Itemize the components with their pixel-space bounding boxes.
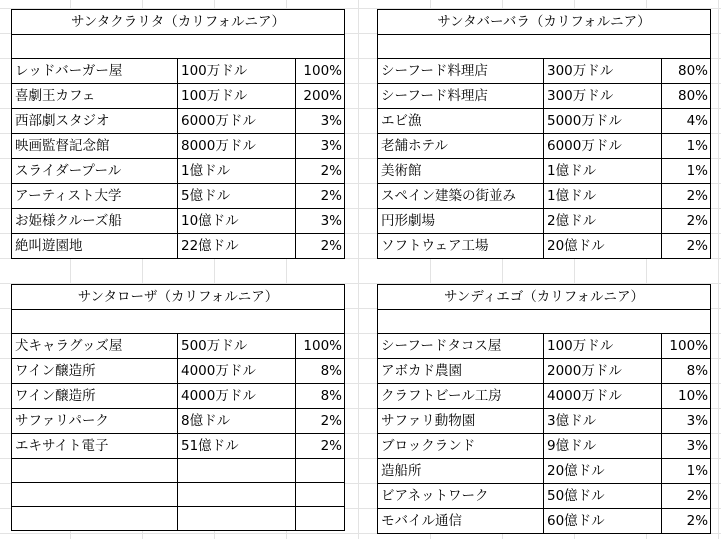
cell-cost[interactable]: 8億ドル <box>178 409 296 434</box>
table-row <box>12 334 345 359</box>
cell-business[interactable]: ワイン醸造所 <box>12 384 178 409</box>
cell-business[interactable]: モバイル通信 <box>378 509 544 534</box>
table-row <box>378 109 711 134</box>
cell-business[interactable]: ソフトウェア工場 <box>378 234 544 259</box>
cell-rate[interactable]: 1% <box>662 459 711 484</box>
cell-rate[interactable]: 2% <box>296 234 345 259</box>
cell-business[interactable]: 円形劇場 <box>378 209 544 234</box>
table-row <box>378 359 711 384</box>
cell-business[interactable]: シーフードタコス屋 <box>378 334 544 359</box>
cell-cost[interactable]: 5000万ドル <box>544 109 662 134</box>
cell-rate[interactable]: 4% <box>662 109 711 134</box>
table-row <box>378 409 711 434</box>
table-row <box>12 59 345 84</box>
table-title-row <box>378 10 711 35</box>
table-row <box>378 509 711 534</box>
cell-business[interactable]: アボカド農園 <box>378 359 544 384</box>
table-row <box>12 507 345 531</box>
cell-business[interactable]: ビアネットワーク <box>378 484 544 509</box>
cell-rate[interactable]: 2% <box>296 159 345 184</box>
table-row <box>12 409 345 434</box>
cell-business[interactable]: アーティスト大学 <box>12 184 178 209</box>
cell-business[interactable]: シーフード料理店 <box>378 59 544 84</box>
table-row <box>12 234 345 259</box>
cell-rate[interactable] <box>296 507 345 531</box>
cell-cost[interactable]: 100万ドル <box>178 84 296 109</box>
cell-business[interactable]: スペイン建築の街並み <box>378 184 544 209</box>
santa-clarita-table <box>11 9 345 259</box>
cell-rate[interactable]: 8% <box>662 359 711 384</box>
cell-rate[interactable]: 1% <box>662 134 711 159</box>
cell-cost[interactable]: 50億ドル <box>544 484 662 509</box>
cell-business[interactable]: エビ漁 <box>378 109 544 134</box>
cell-rate[interactable]: 8% <box>296 359 345 384</box>
blank-cell[interactable] <box>12 310 345 334</box>
cell-rate[interactable]: 3% <box>662 434 711 459</box>
table-row <box>378 209 711 234</box>
cell-rate[interactable]: 80% <box>662 59 711 84</box>
cell-business[interactable]: クラフトビール工房 <box>378 384 544 409</box>
table-row <box>378 384 711 409</box>
cell-rate[interactable]: 3% <box>662 409 711 434</box>
table-row <box>12 434 345 459</box>
table-row <box>12 209 345 234</box>
cell-business[interactable]: 映画監督記念館 <box>12 134 178 159</box>
cell-rate[interactable]: 2% <box>662 209 711 234</box>
cell-cost[interactable]: 10億ドル <box>178 209 296 234</box>
cell-cost[interactable]: 500万ドル <box>178 334 296 359</box>
cell-cost[interactable] <box>178 459 296 483</box>
table-row <box>12 109 345 134</box>
cell-business[interactable]: お姫様クルーズ船 <box>12 209 178 234</box>
table-row <box>12 134 345 159</box>
cell-cost[interactable] <box>178 507 296 531</box>
cell-cost[interactable]: 300万ドル <box>544 59 662 84</box>
cell-cost[interactable]: 100万ドル <box>544 334 662 359</box>
blank-cell[interactable] <box>12 35 345 59</box>
table-row <box>378 459 711 484</box>
table-row <box>12 84 345 109</box>
table-blank-row <box>378 35 711 59</box>
san-diego-table <box>377 284 711 534</box>
table-row <box>12 184 345 209</box>
table-blank-row <box>378 310 711 334</box>
table-row <box>378 434 711 459</box>
cell-rate[interactable]: 100% <box>296 334 345 359</box>
cell-business[interactable]: ワイン醸造所 <box>12 359 178 384</box>
cell-cost[interactable]: 2億ドル <box>544 209 662 234</box>
cell-cost[interactable]: 5億ドル <box>178 184 296 209</box>
cell-rate[interactable]: 2% <box>662 509 711 534</box>
cell-business[interactable]: ブロックランド <box>378 434 544 459</box>
cell-rate[interactable]: 3% <box>296 209 345 234</box>
table-row <box>12 359 345 384</box>
cell-cost[interactable]: 6000万ドル <box>178 109 296 134</box>
cell-business[interactable]: レッドバーガー屋 <box>12 59 178 84</box>
table-title[interactable]: サンタバーバラ（カリフォルニア） <box>378 10 711 35</box>
cell-rate[interactable]: 100% <box>662 334 711 359</box>
cell-cost[interactable]: 20億ドル <box>544 234 662 259</box>
cell-business[interactable]: サファリパーク <box>12 409 178 434</box>
cell-cost[interactable]: 20億ドル <box>544 459 662 484</box>
cell-business[interactable]: 老舗ホテル <box>378 134 544 159</box>
cell-business[interactable] <box>12 507 178 531</box>
cell-cost[interactable]: 4000万ドル <box>544 384 662 409</box>
cell-cost[interactable]: 3億ドル <box>544 409 662 434</box>
table-title-row <box>378 285 711 310</box>
table-row <box>12 483 345 507</box>
table-title[interactable]: サンディエゴ（カリフォルニア） <box>378 285 711 310</box>
table-row <box>378 84 711 109</box>
cell-rate[interactable]: 2% <box>296 434 345 459</box>
cell-cost[interactable]: 51億ドル <box>178 434 296 459</box>
cell-cost[interactable]: 4000万ドル <box>178 359 296 384</box>
cell-cost[interactable]: 8000万ドル <box>178 134 296 159</box>
cell-business[interactable]: スライダープール <box>12 159 178 184</box>
blank-cell[interactable] <box>378 35 711 59</box>
cell-rate[interactable]: 10% <box>662 384 711 409</box>
table-blank-row <box>12 310 345 334</box>
cell-cost[interactable]: 1億ドル <box>178 159 296 184</box>
table-row <box>378 334 711 359</box>
cell-rate[interactable]: 1% <box>662 159 711 184</box>
cell-cost[interactable]: 300万ドル <box>544 84 662 109</box>
cell-cost[interactable]: 4000万ドル <box>178 384 296 409</box>
cell-rate[interactable] <box>296 459 345 483</box>
table-title[interactable]: サンタクラリタ（カリフォルニア） <box>12 10 345 35</box>
cell-cost[interactable]: 2000万ドル <box>544 359 662 384</box>
cell-rate[interactable]: 3% <box>296 134 345 159</box>
cell-rate[interactable] <box>296 483 345 507</box>
table-row <box>378 159 711 184</box>
cell-cost[interactable]: 60億ドル <box>544 509 662 534</box>
cell-business[interactable]: 絶叫遊園地 <box>12 234 178 259</box>
cell-business[interactable]: サファリ動物園 <box>378 409 544 434</box>
cell-business[interactable]: 美術館 <box>378 159 544 184</box>
cell-business[interactable] <box>12 483 178 507</box>
cell-business[interactable]: 喜劇王カフェ <box>12 84 178 109</box>
cell-business[interactable]: 犬キャラグッズ屋 <box>12 334 178 359</box>
cell-rate[interactable]: 2% <box>296 409 345 434</box>
cell-rate[interactable]: 200% <box>296 84 345 109</box>
cell-business[interactable]: 造船所 <box>378 459 544 484</box>
table-row <box>12 384 345 409</box>
table-blank-row <box>12 35 345 59</box>
cell-rate[interactable]: 2% <box>296 184 345 209</box>
table-title-row <box>12 285 345 310</box>
cell-cost[interactable] <box>178 483 296 507</box>
table-row <box>12 459 345 483</box>
cell-cost[interactable]: 22億ドル <box>178 234 296 259</box>
cell-cost[interactable]: 1億ドル <box>544 159 662 184</box>
cell-rate[interactable]: 2% <box>662 234 711 259</box>
table-title-row <box>12 10 345 35</box>
santa-barbara-table <box>377 9 711 259</box>
cell-rate[interactable]: 3% <box>296 109 345 134</box>
cell-cost[interactable]: 100万ドル <box>178 59 296 84</box>
cell-business[interactable]: エキサイト電子 <box>12 434 178 459</box>
cell-cost[interactable]: 1億ドル <box>544 184 662 209</box>
table-row <box>378 484 711 509</box>
table-row <box>378 59 711 84</box>
table-title[interactable]: サンタローザ（カリフォルニア） <box>12 285 345 310</box>
cell-rate[interactable]: 2% <box>662 484 711 509</box>
table-row <box>12 159 345 184</box>
cell-rate[interactable]: 2% <box>662 184 711 209</box>
cell-cost[interactable]: 9億ドル <box>544 434 662 459</box>
santa-rosa-table <box>11 284 345 531</box>
table-row <box>378 184 711 209</box>
cell-business[interactable]: 西部劇スタジオ <box>12 109 178 134</box>
blank-cell[interactable] <box>378 310 711 334</box>
cell-cost[interactable]: 6000万ドル <box>544 134 662 159</box>
table-row <box>378 234 711 259</box>
cell-business[interactable] <box>12 459 178 483</box>
table-row <box>378 134 711 159</box>
cell-business[interactable]: シーフード料理店 <box>378 84 544 109</box>
cell-rate[interactable]: 100% <box>296 59 345 84</box>
cell-rate[interactable]: 8% <box>296 384 345 409</box>
cell-rate[interactable]: 80% <box>662 84 711 109</box>
